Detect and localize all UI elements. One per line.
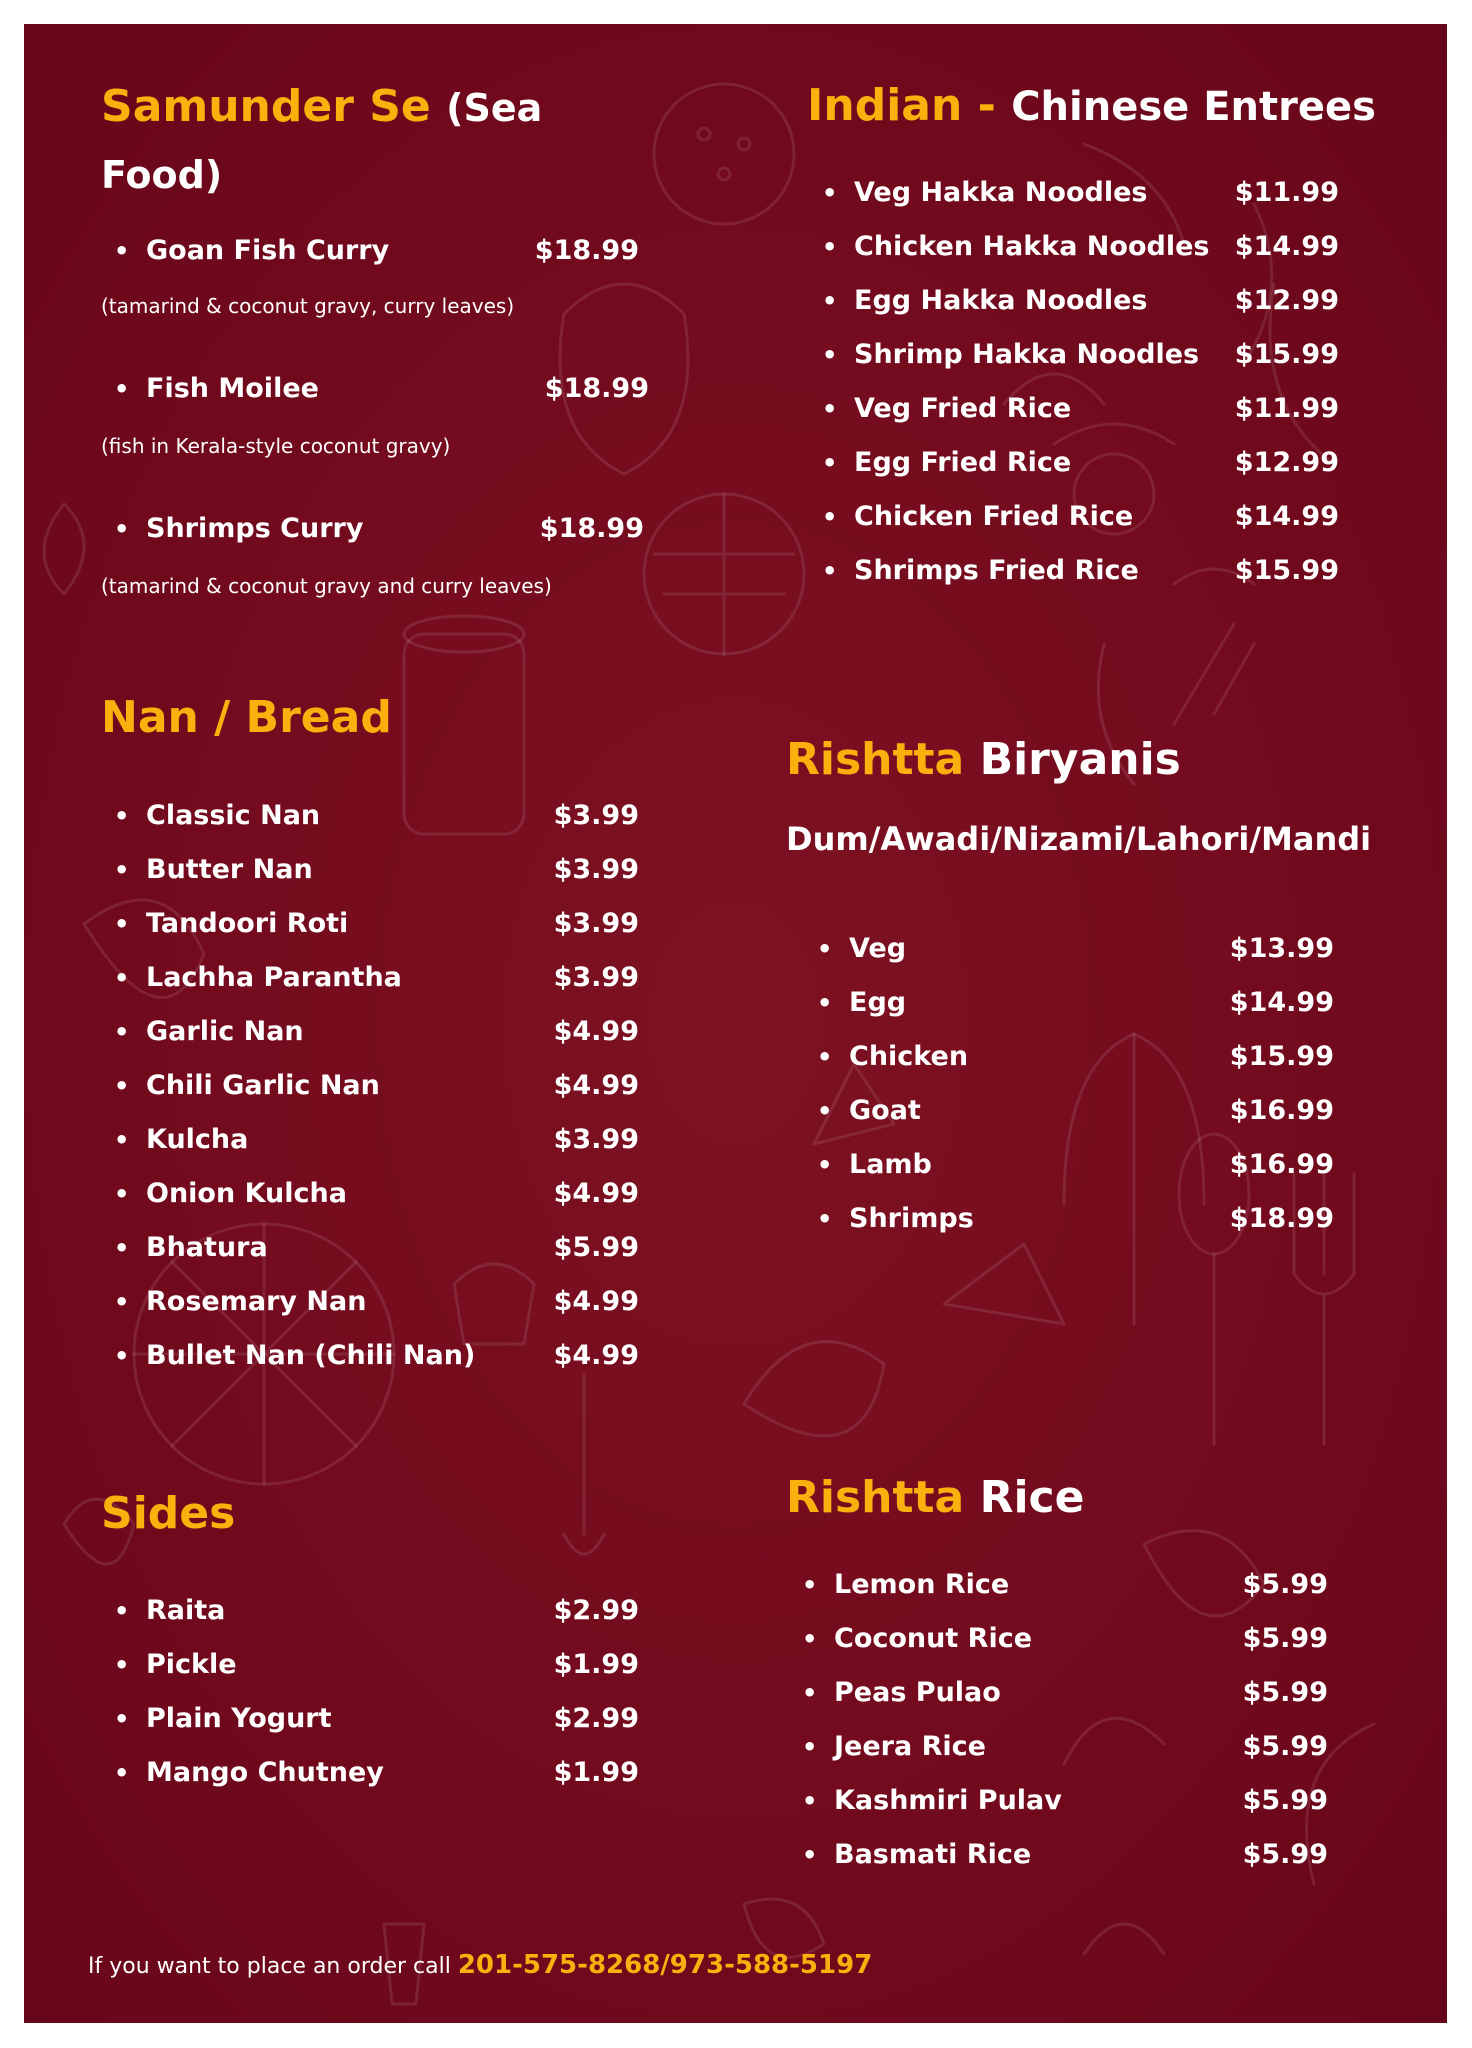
bullet-icon: • xyxy=(114,1342,130,1370)
rice-heading-accent: Rishtta xyxy=(786,1472,965,1523)
bullet-icon: • xyxy=(114,1705,130,1733)
item-price: $16.99 xyxy=(1229,1149,1334,1180)
item-price: $15.99 xyxy=(1234,555,1339,586)
list-item xyxy=(114,1329,639,1383)
item-price: $18.99 xyxy=(544,373,649,404)
biryanis-subtitle: Dum/Awadi/Nizami/Lahori/Mandi xyxy=(786,820,1372,858)
list-item xyxy=(817,1192,1334,1246)
item-price: $4.99 xyxy=(553,1070,639,1101)
bullet-icon: • xyxy=(114,237,130,265)
item-name: Lachha Parantha xyxy=(146,962,402,993)
bullet-icon: • xyxy=(114,1180,130,1208)
item-name: Shrimps Curry xyxy=(146,513,364,544)
list-item xyxy=(114,1746,639,1800)
item-price: $5.99 xyxy=(1242,1731,1328,1762)
list-item xyxy=(114,1692,639,1746)
item-name: Egg xyxy=(849,987,907,1018)
indo-chinese-heading-white: Chinese Entrees xyxy=(1011,84,1376,130)
list-item xyxy=(817,922,1334,976)
bullet-icon: • xyxy=(817,1151,833,1179)
bullet-icon: • xyxy=(802,1625,818,1653)
bullet-icon: • xyxy=(822,503,838,531)
list-item xyxy=(822,382,1339,436)
item-price: $12.99 xyxy=(1234,285,1339,316)
bullet-icon: • xyxy=(802,1733,818,1761)
item-description: (tamarind & coconut gravy, curry leaves) xyxy=(101,294,515,318)
list-item xyxy=(114,897,639,951)
item-name: Garlic Nan xyxy=(146,1016,304,1047)
bullet-icon: • xyxy=(822,233,838,261)
bullet-icon: • xyxy=(817,989,833,1017)
item-price: $14.99 xyxy=(1234,231,1339,262)
seafood-heading xyxy=(101,74,542,208)
order-footer xyxy=(88,1950,872,1980)
bullet-icon: • xyxy=(822,287,838,315)
bread-list xyxy=(114,789,639,1383)
item-price: $5.99 xyxy=(1242,1623,1328,1654)
item-name: Shrimps Fried Rice xyxy=(854,555,1139,586)
item-name: Peas Pulao xyxy=(834,1677,1001,1708)
item-price: $5.99 xyxy=(1242,1677,1328,1708)
list-item xyxy=(114,1584,639,1638)
item-name: Veg xyxy=(849,933,907,964)
list-item xyxy=(822,274,1339,328)
biryanis-list xyxy=(817,922,1334,1246)
biryanis-heading-accent: Rishtta xyxy=(786,734,965,785)
bullet-icon: • xyxy=(822,395,838,423)
item-price: $3.99 xyxy=(553,908,639,939)
sides-list xyxy=(114,1584,639,1800)
bullet-icon: • xyxy=(822,557,838,585)
bullet-icon: • xyxy=(114,964,130,992)
item-name: Onion Kulcha xyxy=(146,1178,347,1209)
item-price: $16.99 xyxy=(1229,1095,1334,1126)
list-item xyxy=(802,1774,1328,1828)
item-price: $12.99 xyxy=(1234,447,1339,478)
item-name: Tandoori Roti xyxy=(146,908,349,939)
list-item xyxy=(822,166,1339,220)
list-item xyxy=(822,220,1339,274)
bullet-icon: • xyxy=(114,375,130,403)
item-price: $2.99 xyxy=(553,1595,639,1626)
item-name: Chicken Fried Rice xyxy=(854,501,1134,532)
item-description: (tamarind & coconut gravy and curry leaves) xyxy=(101,574,552,598)
sides-heading: Sides xyxy=(101,1488,236,1539)
bullet-icon: • xyxy=(114,1288,130,1316)
item-name: Veg Fried Rice xyxy=(854,393,1072,424)
item-price: $15.99 xyxy=(1234,339,1339,370)
item-price: $2.99 xyxy=(553,1703,639,1734)
item-name: Mango Chutney xyxy=(146,1757,384,1788)
item-name: Lemon Rice xyxy=(834,1569,1010,1600)
bullet-icon: • xyxy=(114,1759,130,1787)
list-item xyxy=(114,1059,639,1113)
item-name: Chili Garlic Nan xyxy=(146,1070,380,1101)
item-name: Basmati Rice xyxy=(834,1839,1032,1870)
item-name: Pickle xyxy=(146,1649,237,1680)
item-name: Plain Yogurt xyxy=(146,1703,332,1734)
item-name: Lamb xyxy=(849,1149,932,1180)
biryanis-heading xyxy=(786,730,1181,790)
bullet-icon: • xyxy=(114,1651,130,1679)
item-price: $11.99 xyxy=(1234,177,1339,208)
bullet-icon: • xyxy=(817,935,833,963)
bullet-icon: • xyxy=(114,1597,130,1625)
list-item xyxy=(114,843,639,897)
item-price: $1.99 xyxy=(553,1757,639,1788)
item-name: Chicken Hakka Noodles xyxy=(854,231,1210,262)
item-name: Bhatura xyxy=(146,1232,268,1263)
list-item xyxy=(802,1828,1328,1882)
indo-chinese-heading-accent: Indian - xyxy=(807,80,996,131)
item-price: $14.99 xyxy=(1229,987,1334,1018)
list-item xyxy=(802,1612,1328,1666)
bullet-icon: • xyxy=(114,515,130,543)
item-price: $5.99 xyxy=(1242,1785,1328,1816)
indo-chinese-heading xyxy=(807,76,1376,137)
list-item xyxy=(114,951,639,1005)
item-price: $11.99 xyxy=(1234,393,1339,424)
item-name: Coconut Rice xyxy=(834,1623,1033,1654)
item-name: Rosemary Nan xyxy=(146,1286,367,1317)
item-price: $18.99 xyxy=(1229,1203,1334,1234)
bullet-icon: • xyxy=(817,1043,833,1071)
item-price: $5.99 xyxy=(1242,1569,1328,1600)
item-price: $3.99 xyxy=(553,800,639,831)
phone-numbers[interactable]: 201-575-8268/973-588-5197 xyxy=(457,1950,873,1980)
item-price: $18.99 xyxy=(534,235,639,266)
bullet-icon: • xyxy=(114,856,130,884)
item-price: $4.99 xyxy=(553,1016,639,1047)
bullet-icon: • xyxy=(114,802,130,830)
list-item xyxy=(817,976,1334,1030)
list-item xyxy=(802,1558,1328,1612)
item-price: $3.99 xyxy=(553,1124,639,1155)
menu-page xyxy=(24,24,1447,2023)
bullet-icon: • xyxy=(817,1205,833,1233)
list-item xyxy=(114,789,639,843)
list-item xyxy=(802,1666,1328,1720)
item-name: Kashmiri Pulav xyxy=(834,1785,1062,1816)
list-item xyxy=(114,1167,639,1221)
bullet-icon: • xyxy=(114,910,130,938)
item-name: Veg Hakka Noodles xyxy=(854,177,1148,208)
item-name: Bullet Nan (Chili Nan) xyxy=(146,1340,476,1371)
item-name: Butter Nan xyxy=(146,854,313,885)
indo-chinese-list xyxy=(822,166,1339,598)
list-item xyxy=(822,544,1339,598)
item-name: Goan Fish Curry xyxy=(146,235,390,266)
list-item xyxy=(114,1275,639,1329)
list-item xyxy=(822,328,1339,382)
list-item xyxy=(802,1720,1328,1774)
biryanis-heading-white: Biryanis xyxy=(979,734,1181,785)
rice-list xyxy=(802,1558,1328,1882)
item-name: Shrimps xyxy=(849,1203,974,1234)
rice-heading-white: Rice xyxy=(979,1472,1085,1523)
item-name: Jeera Rice xyxy=(834,1731,986,1762)
item-name: Goat xyxy=(849,1095,921,1126)
footer-text: If you want to place an order call xyxy=(88,1954,458,1979)
list-item xyxy=(822,436,1339,490)
item-description: (fish in Kerala-style coconut gravy) xyxy=(101,434,451,458)
bullet-icon: • xyxy=(822,449,838,477)
list-item xyxy=(114,1113,639,1167)
bullet-icon: • xyxy=(822,179,838,207)
seafood-item xyxy=(114,224,639,278)
item-name: Egg Hakka Noodles xyxy=(854,285,1148,316)
item-name: Fish Moilee xyxy=(146,373,319,404)
item-name: Egg Fried Rice xyxy=(854,447,1072,478)
item-price: $18.99 xyxy=(539,513,644,544)
seafood-heading-white: (Sea xyxy=(446,86,543,130)
bread-heading: Nan / Bread xyxy=(101,692,392,743)
list-item xyxy=(822,490,1339,544)
item-price: $4.99 xyxy=(553,1286,639,1317)
seafood-heading-white-line2: Food) xyxy=(101,153,223,197)
list-item xyxy=(817,1030,1334,1084)
list-item xyxy=(114,1638,639,1692)
bullet-icon: • xyxy=(802,1787,818,1815)
item-price: $15.99 xyxy=(1229,1041,1334,1072)
item-price: $4.99 xyxy=(553,1340,639,1371)
seafood-item xyxy=(114,502,644,556)
item-price: $4.99 xyxy=(553,1178,639,1209)
item-name: Shrimp Hakka Noodles xyxy=(854,339,1200,370)
list-item xyxy=(114,1005,639,1059)
item-price: $3.99 xyxy=(553,854,639,885)
item-price: $5.99 xyxy=(553,1232,639,1263)
bullet-icon: • xyxy=(114,1126,130,1154)
bullet-icon: • xyxy=(822,341,838,369)
bullet-icon: • xyxy=(114,1072,130,1100)
item-price: $3.99 xyxy=(553,962,639,993)
bullet-icon: • xyxy=(802,1841,818,1869)
bullet-icon: • xyxy=(802,1679,818,1707)
seafood-item xyxy=(114,362,649,416)
item-name: Kulcha xyxy=(146,1124,249,1155)
rice-heading xyxy=(786,1468,1084,1528)
item-name: Raita xyxy=(146,1595,226,1626)
bullet-icon: • xyxy=(817,1097,833,1125)
bullet-icon: • xyxy=(802,1571,818,1599)
list-item xyxy=(817,1138,1334,1192)
item-price: $1.99 xyxy=(553,1649,639,1680)
item-price: $5.99 xyxy=(1242,1839,1328,1870)
list-item xyxy=(817,1084,1334,1138)
item-name: Classic Nan xyxy=(146,800,321,831)
bullet-icon: • xyxy=(114,1234,130,1262)
seafood-heading-accent: Samunder Se xyxy=(101,81,431,132)
list-item xyxy=(114,1221,639,1275)
item-price: $14.99 xyxy=(1234,501,1339,532)
item-price: $13.99 xyxy=(1229,933,1334,964)
item-name: Chicken xyxy=(849,1041,969,1072)
bullet-icon: • xyxy=(114,1018,130,1046)
